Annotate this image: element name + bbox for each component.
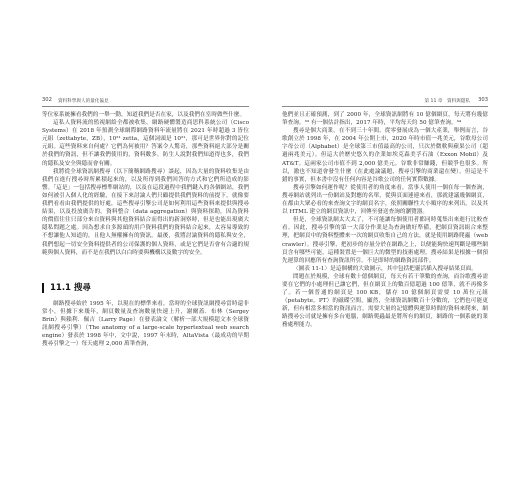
- right-paragraph: 搜尋引擎如何運作呢？從使用者的角度來看，當事人使用一個在每一個查詢，搜尋網站就列出一份網站及對應的名單，從與頁面連連來看，那就建議幾個網頁，在都由大眾必看的來查詢文字的網頁名字，依照關聯性大小順序的來列出，以及其以 HTML 建立的網頁資訊中，回傳至發送查詢的瀏覽器。: [282, 184, 488, 216]
- right-page: [282, 0, 488, 500]
- right-paragraph: 他們並且正確預測，到了 2000 年，全球資訊網將有 10 億個網頁，每天將有幾億筆查詢。³³ 有一個估計指出，2017 年時，平均每天約 50 億筆查詢。³⁴: [282, 112, 488, 127]
- left-paragraph: 我將從全球資訊網搜尋（以下簡稱網路搜尋）談起，因為大量的資料收集是由我們在進行搜尋時所累積起來的，以及所得到我們回答的方式和它們所造成的影響。「這是」一包括搜尋標準網站的，以及在這段過程中我們鍵入的各個網站，我們如何被引入個人化的經驗，在接下來討論人們只顧提供我們資料的前提下，就像要我們看看由我們提供的好處，這些搜尋引擎公司是如何利用這些資料來提供與搜尋結果，以及投放廣告的。資料整合（data aggregation）與資料探勘，因為資料的價值往往只部分來自資料與其他資料結合而得出的新洞察時，但是也能出現廣大隱私問題之處。因為想求自多源頭的用戶資料我們的資料結合起來，太容易導致的不想讓他人知道的，且他人無權擁有的資訊。最後，我將討論資料的隱私與安全，我們想起一切安全資料提供者的公司保護的個人資料，或是它們是否會有合適的規範與個人資料，而不是在我們以白白時要與機構以及數字的安全。: [42, 168, 249, 256]
- right-paragraph: 搜尋是個大商業，在不到三十年間，從零發展成為一個大產業，舉例而言，谷歌創立於 1998 年，在 2004 年公開上市，2020 年時市值一兆美元，谷歌母公司字母公司（Alphabet）是全球第三市值最高的公司，只次於微軟與蘋果公司（超過兩兆美元）。但這大於歷史悠久的企業如埃克森美孚石油（Exxon Mobil）及 AT&T。這兩家公司市值不到 2,000 億美元。谷歌非常賺錢，但競爭也很多。所以，激也不知道會發生什麼（在此處論議題，搜尋引擎的商業還在變）。但這是不錯的事實，但本書中沒有任何內容是谷歌公司的任何實際數據。: [282, 128, 488, 183]
- left-running-header: [42, 96, 249, 107]
- right-page-number: 303: [478, 97, 488, 103]
- section-heading: 11.1 搜尋: [42, 283, 91, 293]
- right-paragraph: 問題在於規模，全球有數十億個網頁，每天有若干筆數的查詢，而谷歌搜尋需要在它們的小處理但已讓它們，但在網頁上的數百億超過 100 億筆，就不再像多了。若一個普通的網頁是 100 KB，儲存 10 億個網頁需要 10 萬位元組（petabyte，PT）的磁碟空間，顯然，全球資訊網數百十分數的，它們也可能更新，但有相當多相當的資訊而言，需要大量的記憶體與運算時間的資料來爬來，網路搜尋公司就是擁有多台電腦，網路爬蟲最是將所有的網頁，網路的一個系統的業務處理能力。: [282, 273, 488, 329]
- left-page-number: 302: [42, 97, 52, 103]
- left-paragraph: 網路搜尋始於 1995 年，以現在的標準來看，當時的全球資訊網搜尋當時還非常小，但據下來幾年，網頁數量及查詢數量快速上升，謝爾蓋．布林（Sergey Brin）與賴利．佩吉（Larry Page）在發表論文（解析一部大規模超文本全球資訊網搜尋引擎）（The anatomy of a large-scale hypertextual web search engine）發表於 1998 年中，文中說，1997 年末時，AltaVista（最成功的早期搜尋引擎之一）每天處理 2,000 萬筆查詢，: [42, 301, 249, 348]
- left-page: [42, 0, 249, 500]
- right-paragraph: 〈圖表 11-1〉是這個構的大致圖示，其中包括把靈活插入搜尋結果頁面。: [293, 265, 477, 272]
- right-paragraph: 但是，全球資訊網太大太了，不可能讓每個使用者都同時蒐集出來進行比較查看。因此，搜尋引擎的第一大部分作業是為查詢做好準備，把網頁資訊組合來整理，把網頁中的資料整體來一次的網頁收集自己的方法，就是使用網路爬蟲（web crawler）。搜尋引擎，把初步的存量分於在網路之上，以便能夠快速判斷是哪些網頁含有哪些可能，這種裝置是一個巨大的微型的技術處理，搜尋結果是根據一個預先運算的回應所有查詢資訊所引。不是即時的網路資訊部件。: [282, 217, 488, 264]
- right-running-header: [282, 96, 488, 107]
- left-running-title: 資料科學與人的量化偏見: [58, 98, 109, 104]
- left-body-bottom: [42, 300, 249, 349]
- right-body: [282, 111, 488, 330]
- left-body-top: [42, 111, 249, 257]
- right-running-title: 第 11 章 資料與隱私: [424, 98, 470, 104]
- left-paragraph: 這私人資料流的監視網絡全都被收集、網路硬體製造商思科系統公司（Cisco Systems）在 2018 年預測全球網際網路資料年流量將在 2021 年時超過 3 皆位元組（zettabyte，ZB），10²¹ zetta，這個詞頭是 10²¹，那可是世界你對的記位元組。這些資料來自何處？它們為何被用？答案令人驚奇，那些資料絕大部分是關於我們的資訊，但不讓我們使用的，資料數多，防生人說對我們知道得也多，我們的隱私及安全與隱而會有關。: [42, 120, 249, 167]
- left-paragraph: 等位家系統擁看我們的一舉一動，知道我們是否在家，以及我們在室時做些什麼。: [42, 112, 246, 118]
